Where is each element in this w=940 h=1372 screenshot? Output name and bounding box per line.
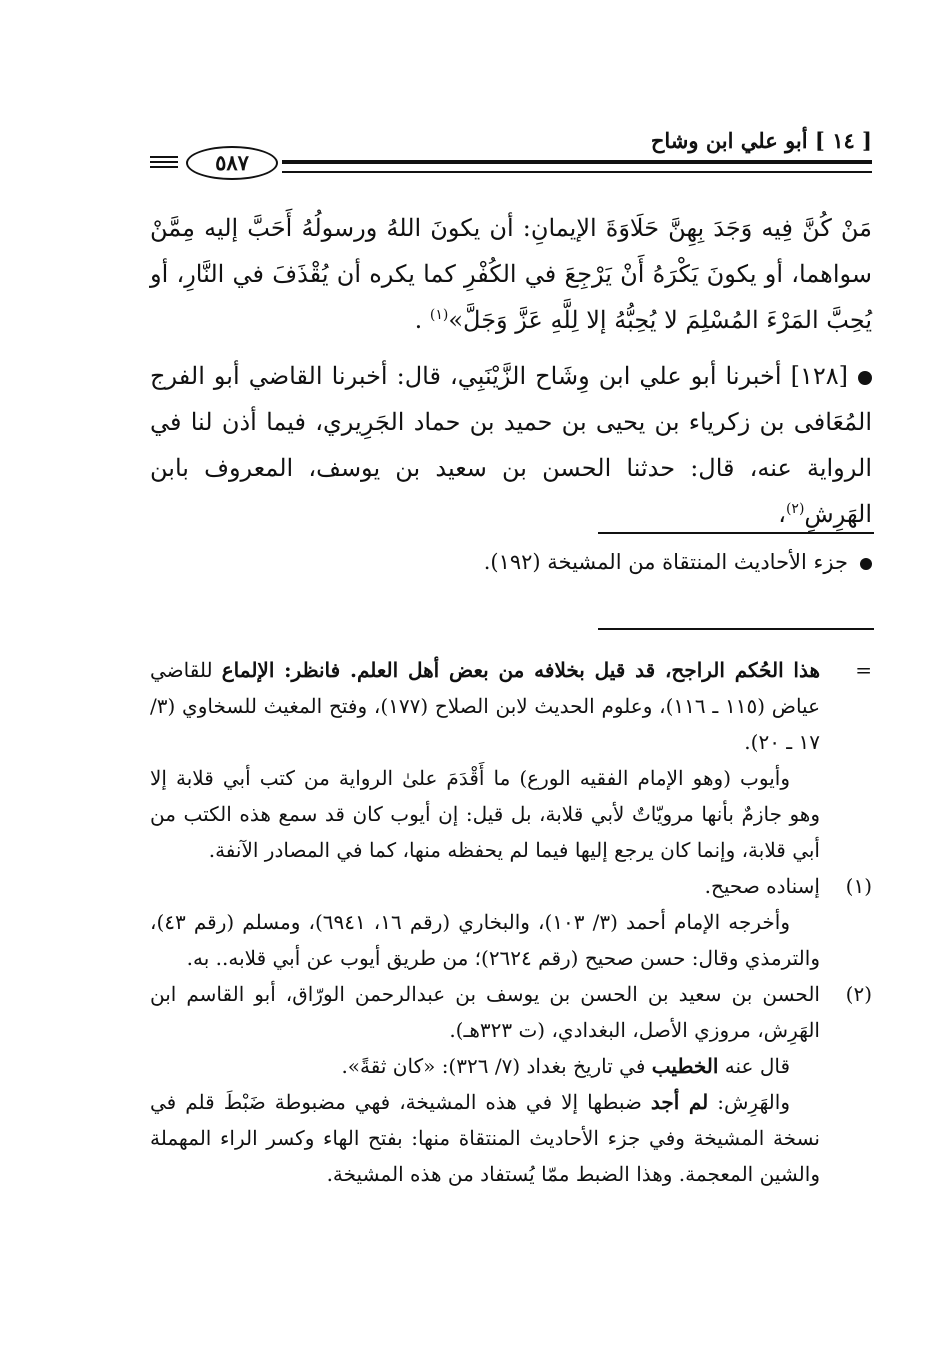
continuation-marker: = (855, 658, 872, 682)
page-number: ٥٨٧ (186, 146, 278, 180)
footnote-ref-1[interactable]: (١) (429, 307, 449, 323)
hadith-paragraph: مَنْ كُنَّ فِيه وَجَدَ بِهِنَّ حَلَاوَةَ الإيمانِ: أن يكونَ اللهُ ورسولُهُ أَحَبَّ إليه مِمَّنْ سواهما، أو يكونَ يَكْرَهُ أَنْ يَرْجِعَ في الكُفْرِ كما يكره أن يُقْذَفَ في النَّارِ، أو يُحِبَّ المَرْءَ المُسْلِمَ لا يُحِبُّهُ إلا لِلَّهِ عَزَّ وَجَلَّ»$^{(١)}$ . (150, 214, 872, 334)
hadith-text: مَنْ كُنَّ فِيه وَجَدَ بِهِنَّ حَلَاوَةَ الإيمانِ: أن يكونَ اللهُ ورسولُهُ أَحَبَّ إليه مِمَّنْ سواهما، أو يكونَ يَكْرَهُ أَنْ يَرْجِعَ في الكُفْرِ كما يكره أن يُقْذَفَ في النَّارِ، أو يُحِبَّ المَرْءَ المُسْلِمَ لا يُحِبُّهُ إلا لِلَّهِ عَزَّ وَجَلَّ» (150, 214, 872, 334)
page-header (150, 128, 872, 188)
main-text (150, 205, 872, 537)
isnad-text: [١٢٨] أخبرنا أبو علي ابن وِشَاح الزَّيْنَبِي، قال: أخبرنا القاضي أبو الفرج المُعَافى بن زكرياء بن يحيى بن حميد بن حماد الجَرِيري، فيما أذن لنا في الرواية عنه، قال: حدثنا الحسن بن سعيد بن يوسف، المعروف بابن الهَرِشِ (150, 362, 872, 528)
header-short-rule (150, 156, 178, 171)
footnote-2: (٢) الحسن بن سعيد بن الحسن بن يوسف بن عبدالرحمن الورّاق، أبو القاسم ابن الهَرِش، مروزي الأصل، البغدادي، (ت ٣٢٣هـ). قال عنه الخطيب في تاريخ بغداد (٧/ ٣٢٦): «كان ثقةً». والهَرِش: لم أجد ضبطها إلا في هذه المشيخة، فهي مضبوطة ضَبْطَ قلم في نسخة المشيخة وفي جزء الأحاديث المنتقاة منها: بفتح الهاء وكسر الراء المهملة والشين المعجمة. وهذا الضبط ممّا يُستفاد من هذه المشيخة. (150, 976, 872, 1192)
footnote-marker: (٢) (845, 982, 872, 1006)
footnote-marker: (١) (845, 874, 872, 898)
footnote-continuation: = هذا الحُكم الراجح، قد قيل بخلافه من بعض أهل العلم. فانظر: الإلماع للقاضي عياض (١١٥ ـ ١١٦)، وعلوم الحديث لابن الصلاح (١٧٧)، وفتح المغيث للسخاوي (٣/ ١٧ ـ ٢٠). وأيوب (وهو الإمام الفقيه الورع) ما أَقْدَمَ علىٰ الرواية من كتب أبي قلابة إلا وهو جازمٌ بأنها مرويّاتٌ لأبي قلابة، بل قيل: إن أيوب كان قد سمع هذه الكتب من أبي قلابة، وإنما كان يرجع إليها فيما لم يحفظه منها، كما في المصادر الآنفة. (150, 652, 872, 868)
bullet-icon (860, 558, 872, 570)
footnote-1: (١) إسناده صحيح. وأخرجه الإمام أحمد (٣/ ١٠٣)، والبخاري (رقم ١٦، ٦٩٤١)، ومسلم (رقم ٤٣)، والترمذي وقال: حسن صحيح (رقم ٢٦٢٤)؛ من طريق أيوب عن أبي قلابه.. به. (150, 868, 872, 976)
separator-line (598, 532, 874, 534)
isnad-paragraph: [١٢٨] أخبرنا أبو علي ابن وِشَاح الزَّيْنَبِي، قال: أخبرنا القاضي أبو الفرج المُعَافى بن زكرياء بن يحيى بن حميد بن حماد الجَرِيري، فيما أذن لنا في الرواية عنه، قال: حدثنا الحسن بن سعيد بن يوسف، المعروف بابن الهَرِشِ$^{(٢)}$، (150, 362, 872, 528)
bullet-icon (858, 371, 872, 385)
header-rule (282, 160, 872, 173)
footnote-ref-2[interactable]: (٢) (785, 501, 805, 517)
footnotes (150, 652, 872, 1192)
running-title: [ ١٤ ] أبو علي ابن وشاح (650, 128, 872, 153)
footnote-separator (598, 628, 874, 630)
source-note: جزء الأحاديث المنتقاة من المشيخة (١٩٢). (484, 550, 872, 574)
